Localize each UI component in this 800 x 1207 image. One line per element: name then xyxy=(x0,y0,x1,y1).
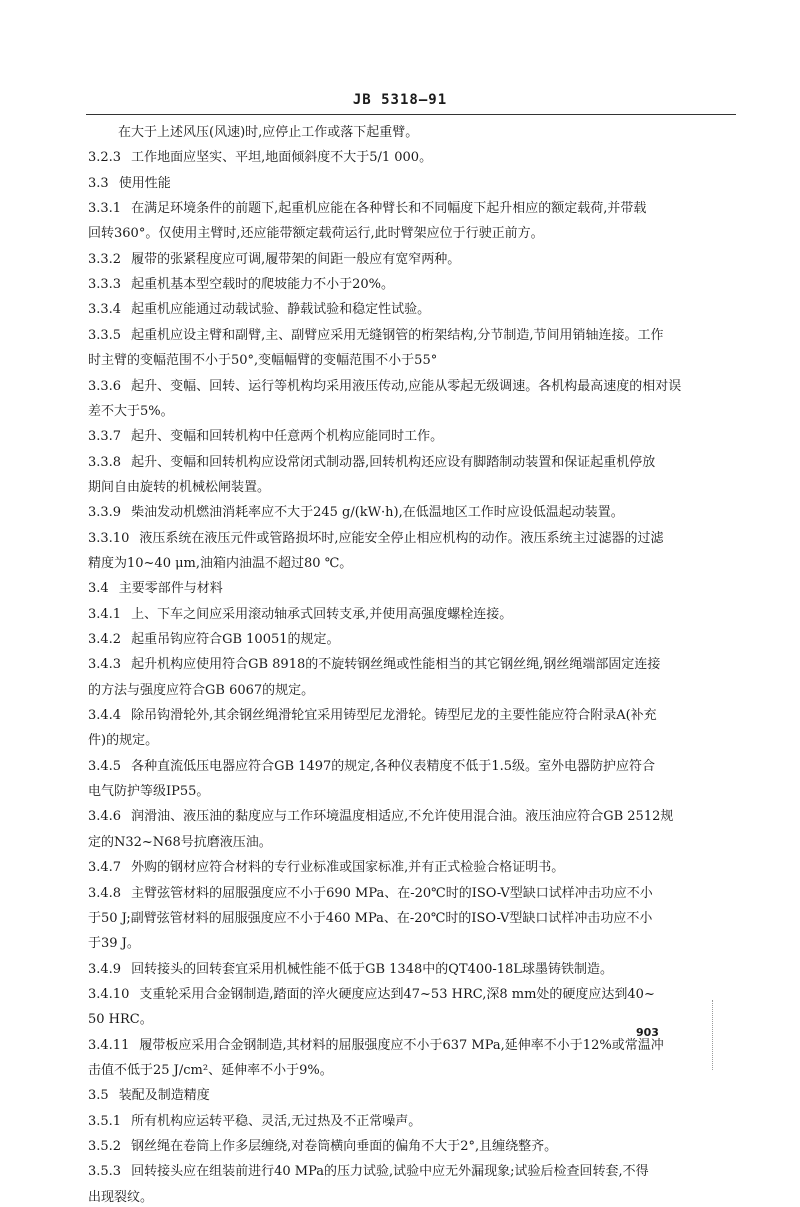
clause-3-3-4 xyxy=(88,301,430,319)
clause-number: 3.4.7 xyxy=(88,860,122,875)
clause-3-4-6 xyxy=(88,808,673,826)
clause-number: 3.3.5 xyxy=(88,328,122,343)
clause-text: 起升、变幅和回转机构应设常闭式制动器,回转机构还应设有脚踏制动装置和保证起重机停放 xyxy=(131,455,656,470)
clause-continuation xyxy=(88,935,140,953)
clause-number: 3.4.5 xyxy=(88,759,122,774)
clause-3-4-9 xyxy=(88,961,613,979)
clause-3-4-5 xyxy=(88,758,655,776)
clause-3-3 xyxy=(88,175,171,193)
clause-text: 件)的规定。 xyxy=(88,733,159,748)
clause-3-2-3 xyxy=(88,149,432,167)
header-rule xyxy=(86,114,736,115)
clause-number: 3.4 xyxy=(88,581,109,596)
clause-number: 3.4.6 xyxy=(88,809,122,824)
clause-3-4-7 xyxy=(88,859,564,877)
clause-text: 所有机构应运转平稳、灵活,无过热及不正常噪声。 xyxy=(131,1114,422,1129)
clause-3-3-6 xyxy=(88,378,681,396)
page-number: 903 xyxy=(636,1026,659,1039)
clause-3-5-2 xyxy=(88,1138,557,1156)
clause-3-4-3 xyxy=(88,656,660,674)
clause-text: 时主臂的变幅范围不小于50°,变幅幅臂的变幅范围不小于55° xyxy=(88,353,438,368)
clause-number: 3.3.8 xyxy=(88,455,122,470)
clause-3-3-10 xyxy=(88,530,664,548)
clause-text: 起升、变幅和回转机构中任意两个机构应能同时工作。 xyxy=(131,429,444,444)
clause-text: 主臂弦管材料的屈服强度应不小于690 MPa、在-20℃时的ISO-V型缺口试样冲击功应不小 xyxy=(131,886,653,901)
clause-number: 3.3.1 xyxy=(88,201,122,216)
clause-number: 3.4.11 xyxy=(88,1038,130,1053)
clause-continuation xyxy=(88,1062,333,1080)
clause-text: 期间自由旋转的机械松闸装置。 xyxy=(88,480,271,495)
clause-text: 起重机基本型空载时的爬坡能力不小于20%。 xyxy=(131,277,394,292)
clause-text: 精度为10~40 μm,油箱内油温不超过80 ℃。 xyxy=(88,556,353,571)
clause-text: 回转接头的回转套宜采用机械性能不低于GB 1348中的QT400-18L球墨铸铁制造。 xyxy=(131,962,613,977)
clause-3-4-2 xyxy=(88,631,340,649)
clause-continuation xyxy=(118,124,418,142)
clause-number: 3.3 xyxy=(88,176,109,191)
clause-number: 3.2.3 xyxy=(88,150,122,165)
clause-text: 击值不低于25 J/cm²、延伸率不小于9%。 xyxy=(88,1063,333,1078)
clause-continuation xyxy=(88,910,652,928)
clause-3-3-3 xyxy=(88,276,394,294)
clause-number: 3.4.8 xyxy=(88,886,122,901)
clause-3-3-1 xyxy=(88,200,646,218)
clause-number: 3.4.4 xyxy=(88,708,122,723)
clause-text: 各种直流低压电器应符合GB 1497的规定,各种仪表精度不低于1.5级。室外电器防护应符合 xyxy=(131,759,656,774)
clause-text: 履带板应采用合金钢制造,其材料的屈服强度应不小于637 MPa,延伸率不小于12%或常温冲 xyxy=(139,1038,664,1053)
clause-3-4-8 xyxy=(88,885,653,903)
clause-continuation xyxy=(88,1189,153,1207)
clause-text: 回转接头应在组装前进行40 MPa的压力试验,试验中应无外漏现象;试验后检查回转套,不得 xyxy=(131,1164,649,1179)
clause-text: 除吊钩滑轮外,其余钢丝绳滑轮宜采用铸型尼龙滑轮。铸型尼龙的主要性能应符合附录A(补充 xyxy=(131,708,657,723)
clause-text: 回转360°。仅使用主臂时,还应能带额定载荷运行,此时臂架应位于行驶正前方。 xyxy=(88,226,544,241)
clause-3-4-1 xyxy=(88,606,512,624)
clause-number: 3.3.10 xyxy=(88,531,130,546)
clause-3-3-2 xyxy=(88,251,460,269)
clause-3-3-9 xyxy=(88,504,624,522)
clause-text: 起升、变幅、回转、运行等机构均采用液压传动,应能从零起无级调速。各机构最高速度的相对误 xyxy=(131,379,682,394)
clause-3-5-1 xyxy=(88,1113,421,1131)
clause-text: 起重吊钩应符合GB 10051的规定。 xyxy=(131,632,340,647)
clause-text: 液压系统在液压元件或管路损坏时,应能安全停止相应机构的动作。液压系统主过滤器的过滤 xyxy=(139,531,664,546)
clause-text: 上、下车之间应采用滚动轴承式回转支承,并使用高强度螺栓连接。 xyxy=(131,607,513,622)
clause-3-4-11 xyxy=(88,1037,664,1055)
clause-text: 出现裂纹。 xyxy=(88,1190,154,1205)
clause-text: 润滑油、液压油的黏度应与工作环境温度相适应,不允许使用混合油。液压油应符合GB 2512规 xyxy=(131,809,674,824)
clause-text: 履带的张紧程度应可调,履带架的间距一般应有宽窄两种。 xyxy=(131,252,461,267)
standard-code-header: JB 5318—91 xyxy=(352,92,448,108)
clause-number: 3.3.7 xyxy=(88,429,122,444)
clause-text: 起升机构应使用符合GB 8918的不旋转钢丝绳或性能相当的其它钢丝绳,钢丝绳端部固定连接 xyxy=(131,657,661,672)
clause-text: 的方法与强度应符合GB 6067的规定。 xyxy=(88,683,315,698)
clause-number: 3.3.4 xyxy=(88,302,122,317)
clause-text: 起重机应设主臂和副臂,主、副臂应采用无缝钢管的桁架结构,分节制造,节间用销轴连接。工作 xyxy=(131,328,664,343)
clause-continuation xyxy=(88,732,158,750)
clause-text: 钢丝绳在卷筒上作多层缠绕,对卷筒横向垂面的偏角不大于2°,且缠绕整齐。 xyxy=(131,1139,558,1154)
clause-3-3-5 xyxy=(88,327,663,345)
clause-number: 3.4.1 xyxy=(88,607,122,622)
clause-continuation xyxy=(88,834,272,852)
clause-number: 3.3.3 xyxy=(88,277,122,292)
clause-text: 支重轮采用合金钢制造,踏面的淬火硬度应达到47~53 HRC,深8 mm处的硬度应达到40~ xyxy=(139,987,655,1002)
clause-3-4-10 xyxy=(88,986,655,1004)
clause-text: 在大于上述风压(风速)时,应停止工作或落下起重臂。 xyxy=(118,125,419,140)
clause-text: 于50 J;副臂弦管材料的屈服强度应不小于460 MPa、在-20℃时的ISO-V型缺口试样冲击功应不小 xyxy=(88,911,653,926)
clause-number: 3.5 xyxy=(88,1088,109,1103)
clause-text: 柴油发动机燃油消耗率应不大于245 g/(kW·h),在低温地区工作时应设低温起动装置。 xyxy=(131,505,624,520)
clause-number: 3.4.9 xyxy=(88,962,122,977)
clause-text: 工作地面应坚实、平坦,地面倾斜度不大于5/1 000。 xyxy=(131,150,433,165)
clause-number: 3.4.3 xyxy=(88,657,122,672)
clause-text: 使用性能 xyxy=(118,176,171,191)
clause-text: 外购的钢材应符合材料的专行业标准或国家标准,并有正式检验合格证明书。 xyxy=(131,860,565,875)
clause-number: 3.5.1 xyxy=(88,1114,122,1129)
clause-continuation xyxy=(88,555,352,573)
clause-number: 3.3.6 xyxy=(88,379,122,394)
clause-3-5 xyxy=(88,1087,210,1105)
clause-3-3-7 xyxy=(88,428,443,446)
clause-continuation xyxy=(88,403,174,421)
clause-number: 3.3.9 xyxy=(88,505,122,520)
clause-text: 在满足环境条件的前题下,起重机应能在各种臂长和不同幅度下起升相应的额定载荷,并带载 xyxy=(131,201,647,216)
clause-text: 主要零部件与材料 xyxy=(118,581,223,596)
clause-text: 起重机应能通过动载试验、静载试验和稳定性试验。 xyxy=(131,302,431,317)
clause-3-4-4 xyxy=(88,707,657,725)
scan-edge-mark xyxy=(712,1000,713,1070)
clause-text: 装配及制造精度 xyxy=(118,1088,210,1103)
clause-text: 定的N32~N68号抗磨液压油。 xyxy=(88,835,272,850)
clause-continuation xyxy=(88,783,209,801)
clause-text: 50 HRC。 xyxy=(88,1012,153,1027)
clause-continuation xyxy=(88,682,314,700)
clause-continuation xyxy=(88,1011,153,1029)
clause-continuation xyxy=(88,225,544,243)
clause-number: 3.4.2 xyxy=(88,632,122,647)
clause-text: 于39 J。 xyxy=(88,936,140,951)
clause-text: 电气防护等级IP55。 xyxy=(88,784,210,799)
clause-3-5-3 xyxy=(88,1163,649,1181)
clause-text: 差不大于5%。 xyxy=(88,404,174,419)
clause-continuation xyxy=(88,479,270,497)
clause-number: 3.5.2 xyxy=(88,1139,122,1154)
clause-number: 3.5.3 xyxy=(88,1164,122,1179)
clause-3-4 xyxy=(88,580,223,598)
clause-number: 3.3.2 xyxy=(88,252,122,267)
clause-3-3-8 xyxy=(88,454,655,472)
clause-continuation xyxy=(88,352,437,370)
clause-number: 3.4.10 xyxy=(88,987,130,1002)
